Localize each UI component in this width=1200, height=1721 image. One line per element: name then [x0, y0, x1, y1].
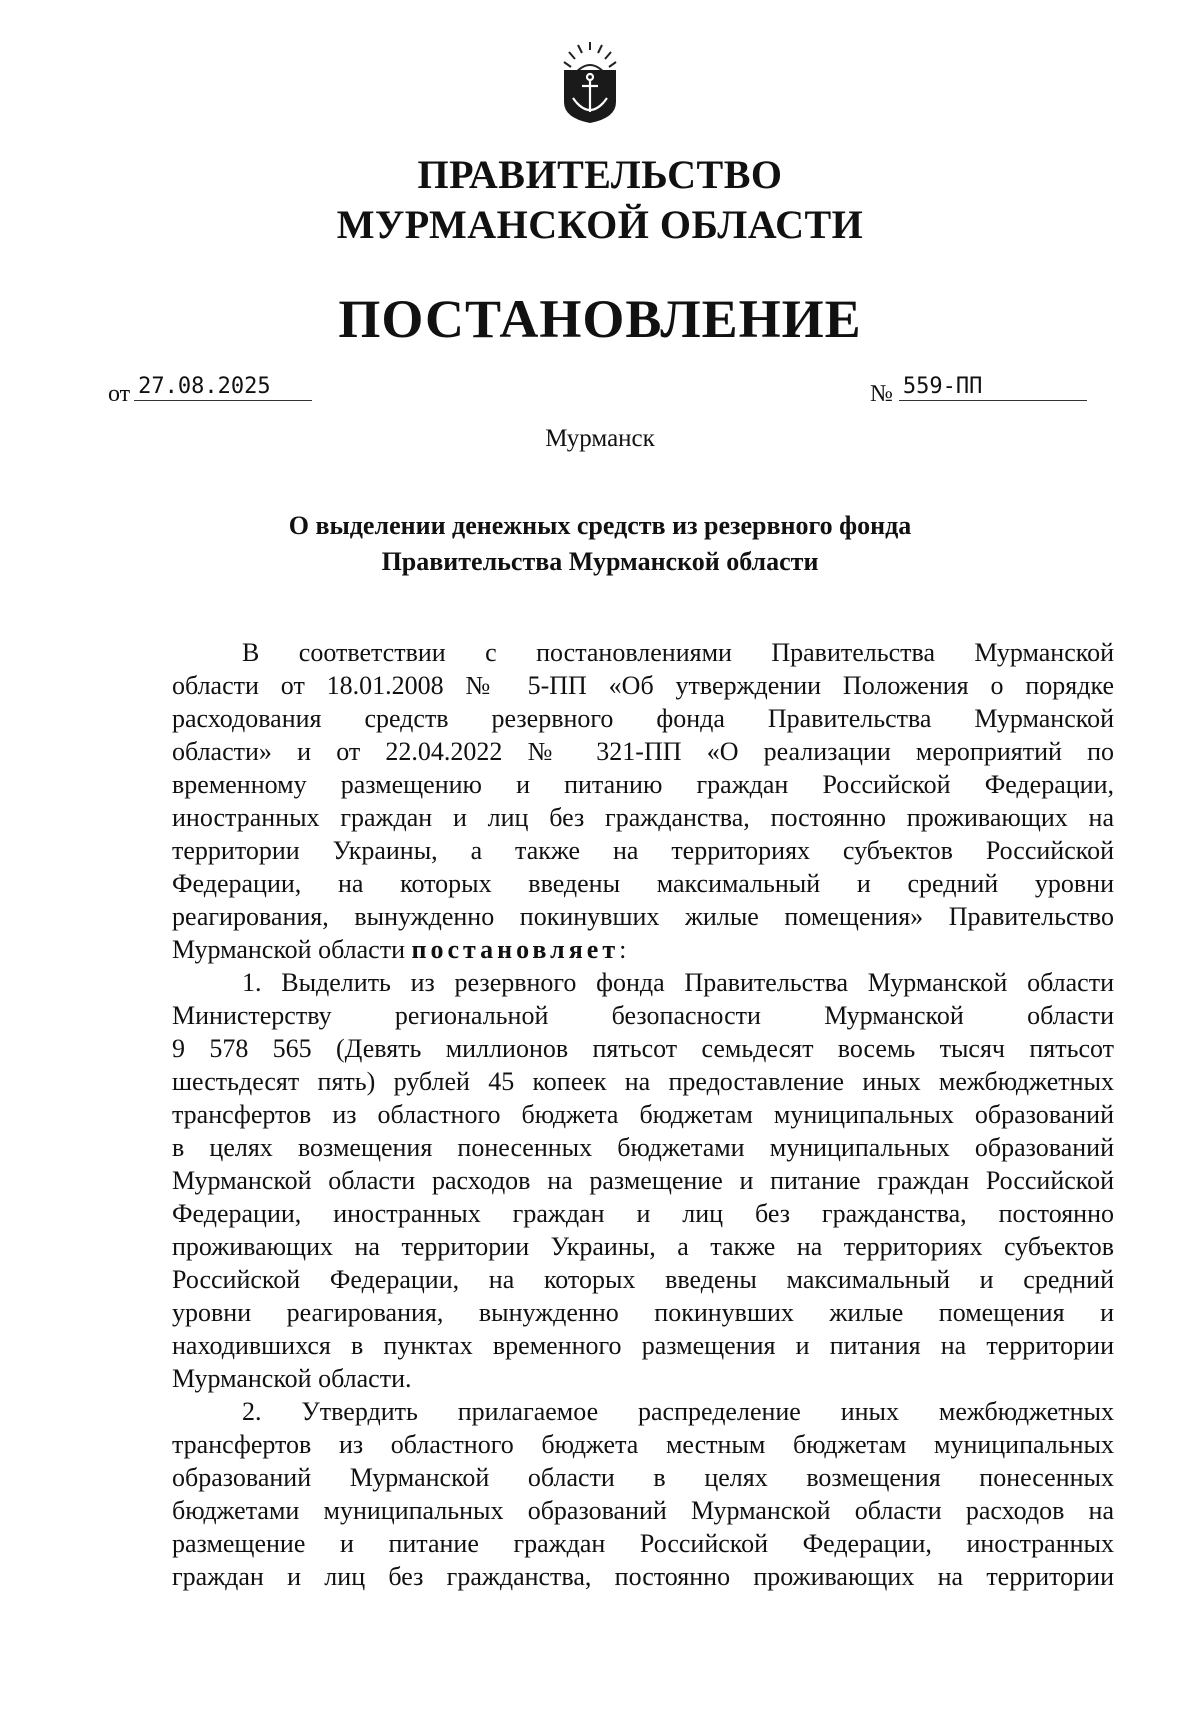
body-line: расходования средств резервного фонда Правительства Мурманской	[172, 704, 1114, 733]
paragraph-item-1	[172, 966, 1114, 1395]
body-line: в целях возмещения понесенных бюджетами муниципальных образований	[172, 1133, 1114, 1162]
body-line: 9 578 565 (Девять миллионов пятьсот семьдесят восемь тысяч пятьсот	[172, 1034, 1114, 1063]
body-line: Федерации, на которых введены максимальный и средний уровни	[172, 869, 1114, 898]
resolution-keyword: постановляет	[411, 935, 620, 964]
body-line: иностранных граждан и лиц без гражданства, постоянно проживающих на	[172, 803, 1114, 832]
paragraph-item-2	[172, 1395, 1114, 1593]
preamble-ending: Мурманской области	[172, 935, 412, 964]
document-type: ПОСТАНОВЛЕНИЕ	[338, 289, 862, 349]
body-line: шестьдесят пять) рублей 45 копеек на предоставление иных межбюджетных	[172, 1067, 1114, 1096]
body-line: области» и от 22.04.2022 № 321-ПП «О реализации мероприятий по	[172, 737, 1114, 766]
document-number	[870, 374, 1087, 410]
organization-name-line-1: ПРАВИТЕЛЬСТВО	[417, 152, 783, 197]
body-line: Российской Федерации, на которых введены максимальный и средний	[172, 1265, 1114, 1294]
body-line: 1. Выделить из резервного фонда Правительства Мурманской области	[242, 968, 1114, 997]
body-line: трансфертов из областного бюджета местным бюджетам муниципальных	[172, 1430, 1114, 1459]
paragraph-preamble	[172, 636, 1114, 966]
body-line: области от 18.01.2008 № 5-ПП «Об утверждении Положения о порядке	[172, 671, 1114, 700]
body-line: трансфертов из областного бюджета бюджетам муниципальных образований	[172, 1100, 1114, 1129]
body-line: граждан и лиц без гражданства, постоянно проживающих на территории	[172, 1562, 1114, 1591]
number-prefix: №	[870, 381, 893, 407]
body-line: Мурманской области.	[172, 1364, 412, 1393]
body-line: размещение и питание граждан Российской Федерации, иностранных	[172, 1529, 1114, 1558]
body-line: образований Мурманской области в целях возмещения понесенных	[172, 1463, 1114, 1492]
body-line: бюджетами муниципальных образований Мурманской области расходов на	[172, 1496, 1114, 1525]
body-line: находившихся в пунктах временного размещения и питания на территории	[172, 1331, 1114, 1360]
date-prefix: от	[108, 381, 131, 407]
body-line: реагирования, вынужденно покинувших жилые помещения» Правительство	[172, 902, 1114, 931]
murmansk-coat-of-arms-icon	[558, 40, 622, 124]
number-value: 559-ПП	[899, 374, 1087, 401]
date-value: 27.08.2025	[134, 374, 312, 401]
body-line: временному размещению и питанию граждан Российской Федерации,	[172, 770, 1114, 799]
body-line: проживающих на территории Украины, а также на территориях субъектов	[172, 1232, 1114, 1261]
document-body	[172, 636, 1114, 1593]
document-title	[0, 508, 1200, 580]
document-date	[108, 374, 312, 410]
document-title-line-2: Правительства Мурманской области	[381, 547, 819, 576]
body-line: 2. Утвердить прилагаемое распределение иных межбюджетных	[242, 1397, 1114, 1426]
body-line: территории Украины, а также на территориях субъектов Российской	[172, 836, 1114, 865]
resolution-colon: :	[619, 935, 627, 964]
body-line: Мурманской области расходов на размещение и питание граждан Российской	[172, 1166, 1114, 1195]
document-title-line-1: О выделении денежных средств из резервного фонда	[288, 511, 912, 540]
body-line: Федерации, иностранных граждан и лиц без гражданства, постоянно	[172, 1199, 1114, 1228]
issuing-city: Мурманск	[545, 425, 655, 452]
body-line: В соответствии с постановлениями Правительства Мурманской	[242, 638, 1114, 667]
body-line: уровни реагирования, вынужденно покинувших жилые помещения и	[172, 1298, 1114, 1327]
body-line	[172, 933, 1114, 966]
body-line: Министерству региональной безопасности Мурманской области	[172, 1001, 1114, 1030]
organization-name-line-2: МУРМАНСКОЙ ОБЛАСТИ	[336, 202, 864, 247]
